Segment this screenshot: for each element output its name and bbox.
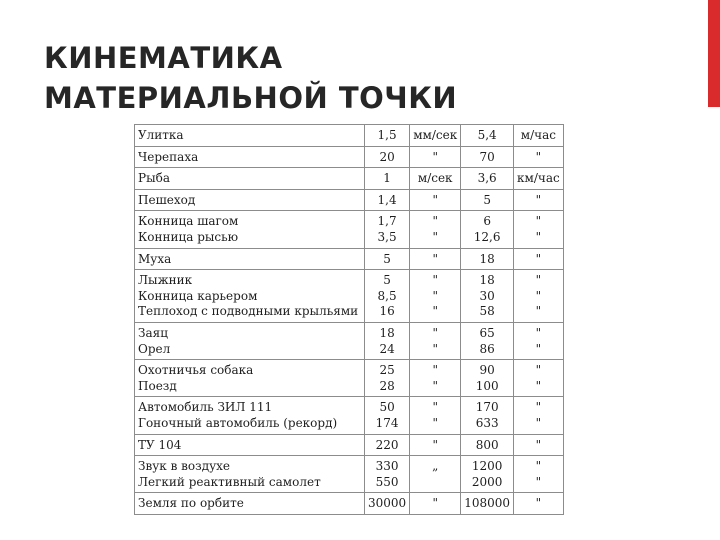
object-name-cell xyxy=(135,493,365,515)
speed-unit-2: " xyxy=(535,273,542,288)
object-name-cell xyxy=(135,456,365,493)
speed-value-1: 330 xyxy=(375,459,399,474)
speed-unit-1-cell xyxy=(410,146,461,168)
speed-unit-1: м/сек xyxy=(417,171,453,186)
speed-unit-2-cell xyxy=(514,434,564,456)
table-row xyxy=(135,360,564,397)
table-row xyxy=(135,434,564,456)
object-name: Автомобиль ЗИЛ 111 xyxy=(138,400,273,415)
object-name: Конница шагом xyxy=(138,214,239,229)
object-name-cell xyxy=(135,211,365,248)
speed-unit-1: " xyxy=(432,437,438,452)
speed-unit-1-cell xyxy=(410,189,461,211)
speed-value-2: 18 xyxy=(479,273,495,288)
speed-unit-2-cell xyxy=(514,146,564,168)
speed-value-1-cell xyxy=(365,322,410,359)
speed-unit-2: " xyxy=(535,459,542,474)
table-row xyxy=(135,211,564,248)
speed-unit-1: " xyxy=(432,273,438,288)
speed-unit-2-cell xyxy=(514,189,564,211)
table-row xyxy=(135,189,564,211)
speed-unit-1: " xyxy=(432,415,438,430)
speed-unit-2-cell xyxy=(514,493,564,515)
speed-unit-1: " xyxy=(432,378,438,393)
speed-value-2-cell xyxy=(461,322,514,359)
object-name: Теплоход с подводными крыльями xyxy=(138,304,359,319)
object-name-cell xyxy=(135,125,365,147)
speed-unit-2: " xyxy=(535,325,542,340)
speed-unit-1: мм/сек xyxy=(413,128,458,142)
speed-value-1-cell xyxy=(365,397,410,434)
speed-unit-2-cell xyxy=(514,270,564,323)
speed-unit-2: км/час xyxy=(517,171,560,186)
speed-value-1: 30000 xyxy=(368,496,407,511)
slide-title xyxy=(44,38,457,118)
object-name-cell xyxy=(135,146,365,168)
speed-table-body xyxy=(135,125,564,515)
speed-unit-1-cell xyxy=(410,434,461,456)
speed-value-2: 86 xyxy=(479,341,495,356)
speed-value-1: 20 xyxy=(379,149,395,164)
speed-unit-1: „ xyxy=(432,459,439,474)
speed-value-2: 800 xyxy=(475,437,499,452)
table-row xyxy=(135,493,564,515)
speed-value-1: 50 xyxy=(379,400,395,415)
speed-unit-2-cell xyxy=(514,397,564,434)
speed-value-2: 18 xyxy=(479,251,495,266)
speed-unit-2: " xyxy=(535,400,542,415)
speed-unit-2: " xyxy=(535,341,542,356)
speed-value-2: 100 xyxy=(475,378,499,393)
speed-unit-1: " xyxy=(432,288,438,303)
speed-unit-2: " xyxy=(535,363,542,378)
table-row xyxy=(135,322,564,359)
object-name: ТУ 104 xyxy=(138,437,182,452)
speed-value-2: 3,6 xyxy=(477,171,497,186)
speed-value-1-cell xyxy=(365,456,410,493)
object-name-cell xyxy=(135,360,365,397)
speed-unit-1-cell xyxy=(410,248,461,270)
table-row xyxy=(135,146,564,168)
speed-unit-2: " xyxy=(535,437,542,452)
speed-value-2: 6 xyxy=(483,214,491,229)
object-name-cell xyxy=(135,434,365,456)
object-name: Черепаха xyxy=(138,149,199,164)
speed-unit-2: " xyxy=(535,229,542,244)
object-name-cell xyxy=(135,189,365,211)
speed-value-1-cell xyxy=(365,125,410,147)
object-name: Орел xyxy=(138,341,171,356)
speed-value-1-cell xyxy=(365,168,410,190)
speed-value-2: 65 xyxy=(479,325,495,340)
speed-value-2: 5 xyxy=(483,192,491,207)
speed-value-1: 18 xyxy=(379,325,395,340)
speed-unit-1-cell xyxy=(410,270,461,323)
speed-value-2-cell xyxy=(461,397,514,434)
speed-unit-1: " xyxy=(432,400,438,415)
speed-value-2: 90 xyxy=(479,363,495,378)
speed-unit-2-cell xyxy=(514,360,564,397)
speed-value-1-cell xyxy=(365,189,410,211)
object-name: Звук в воздухе xyxy=(138,459,231,474)
speed-value-1: 5 xyxy=(383,251,391,266)
speed-value-1: 28 xyxy=(379,378,395,393)
speed-unit-2-cell xyxy=(514,248,564,270)
speed-unit-1: " xyxy=(432,496,438,511)
speed-value-1: 550 xyxy=(375,474,399,489)
speed-unit-1: " xyxy=(432,325,438,340)
table-row xyxy=(135,270,564,323)
object-name: Лыжник xyxy=(138,273,193,288)
speed-value-1: 5 xyxy=(383,273,391,288)
speed-unit-2: " xyxy=(535,192,542,207)
speed-unit-1-cell xyxy=(410,397,461,434)
speed-unit-2: " xyxy=(535,214,542,229)
speed-unit-1: " xyxy=(432,251,438,266)
object-name: Муха xyxy=(138,251,172,266)
table-row xyxy=(135,397,564,434)
speed-value-1: 3,5 xyxy=(377,229,397,244)
slide-title-line-1: КИНЕМАТИКА xyxy=(44,41,283,75)
speed-value-2: 2000 xyxy=(471,474,503,489)
object-name-cell xyxy=(135,397,365,434)
speed-value-2: 633 xyxy=(475,415,499,430)
speed-unit-2-cell xyxy=(514,125,564,147)
speed-unit-2: " xyxy=(535,288,542,303)
table-row xyxy=(135,125,564,147)
speed-value-2-cell xyxy=(461,360,514,397)
speed-unit-2-cell xyxy=(514,211,564,248)
object-name: Рыба xyxy=(138,171,171,186)
object-name: Земля по орбите xyxy=(138,496,244,511)
speed-value-2: 58 xyxy=(479,304,495,319)
speed-value-1: 220 xyxy=(375,437,399,452)
speed-unit-2: " xyxy=(535,304,542,319)
speed-unit-1: " xyxy=(432,229,438,244)
speed-unit-2: " xyxy=(535,474,542,489)
speed-table-container xyxy=(134,124,564,515)
speed-unit-2: " xyxy=(535,251,542,266)
speed-value-1-cell xyxy=(365,248,410,270)
object-name-cell xyxy=(135,322,365,359)
speed-value-2-cell xyxy=(461,434,514,456)
speed-unit-1: " xyxy=(432,341,438,356)
speed-value-2: 108000 xyxy=(464,496,511,511)
speed-unit-1-cell xyxy=(410,322,461,359)
object-name: Охотничья собака xyxy=(138,363,254,378)
speed-value-2: 5,4 xyxy=(477,128,497,142)
speed-value-1-cell xyxy=(365,360,410,397)
speed-value-1-cell xyxy=(365,493,410,515)
speed-unit-1: " xyxy=(432,304,438,319)
object-name: Пешеход xyxy=(138,192,196,207)
speed-value-2-cell xyxy=(461,493,514,515)
speed-value-1-cell xyxy=(365,270,410,323)
speed-unit-2: м/час xyxy=(520,128,556,142)
speed-value-2-cell xyxy=(461,270,514,323)
speed-value-2-cell xyxy=(461,189,514,211)
speed-value-2-cell xyxy=(461,456,514,493)
speed-value-1: 1 xyxy=(383,171,391,186)
speed-unit-1: " xyxy=(432,363,438,378)
speed-unit-2: " xyxy=(535,378,542,393)
object-name: Конница карьером xyxy=(138,288,258,303)
table-row xyxy=(135,456,564,493)
speed-unit-1-cell xyxy=(410,360,461,397)
speed-unit-2-cell xyxy=(514,322,564,359)
speed-value-2: 170 xyxy=(475,400,499,415)
speed-value-1: 1,7 xyxy=(377,214,397,229)
speed-value-2: 70 xyxy=(479,149,495,164)
speed-value-2-cell xyxy=(461,168,514,190)
object-name-cell xyxy=(135,270,365,323)
speed-unit-2: " xyxy=(535,149,542,164)
speed-value-1-cell xyxy=(365,434,410,456)
speed-value-1-cell xyxy=(365,146,410,168)
speed-value-2: 12,6 xyxy=(473,229,501,244)
speed-value-2-cell xyxy=(461,146,514,168)
object-name: Гоночный автомобиль (рекорд) xyxy=(138,415,338,430)
speed-unit-1: " xyxy=(432,192,438,207)
speed-unit-2: " xyxy=(535,496,542,511)
object-name-cell xyxy=(135,168,365,190)
speed-value-1: 8,5 xyxy=(377,288,397,303)
speed-value-1-cell xyxy=(365,211,410,248)
speed-value-1: 174 xyxy=(375,415,399,430)
speed-value-2-cell xyxy=(461,211,514,248)
speed-value-2-cell xyxy=(461,125,514,147)
speed-value-2: 1200 xyxy=(471,459,503,474)
speed-table xyxy=(134,124,564,515)
object-name: Улитка xyxy=(138,128,184,142)
speed-unit-1-cell xyxy=(410,211,461,248)
slide-title-line-2: МАТЕРИАЛЬНОЙ ТОЧКИ xyxy=(44,81,458,115)
speed-value-2-cell xyxy=(461,248,514,270)
speed-value-1: 1,4 xyxy=(377,192,397,207)
speed-unit-1-cell xyxy=(410,125,461,147)
table-row xyxy=(135,168,564,190)
object-name: Легкий реактивный самолет xyxy=(138,474,321,489)
speed-unit-2-cell xyxy=(514,168,564,190)
speed-unit-1: " xyxy=(432,214,438,229)
speed-value-1: 1,5 xyxy=(377,128,397,142)
object-name: Конница рысью xyxy=(138,229,239,244)
speed-value-1: 24 xyxy=(379,341,395,356)
speed-value-2: 30 xyxy=(479,288,495,303)
speed-unit-1: " xyxy=(432,149,438,164)
object-name: Заяц xyxy=(138,325,168,340)
speed-unit-1-cell xyxy=(410,493,461,515)
object-name-cell xyxy=(135,248,365,270)
speed-unit-1-cell xyxy=(410,168,461,190)
speed-value-1: 25 xyxy=(379,363,395,378)
accent-bar xyxy=(708,0,720,107)
table-row xyxy=(135,248,564,270)
speed-value-1: 16 xyxy=(379,304,395,319)
object-name: Поезд xyxy=(138,378,177,393)
speed-unit-2: " xyxy=(535,415,542,430)
speed-unit-1-cell xyxy=(410,456,461,493)
speed-unit-2-cell xyxy=(514,456,564,493)
